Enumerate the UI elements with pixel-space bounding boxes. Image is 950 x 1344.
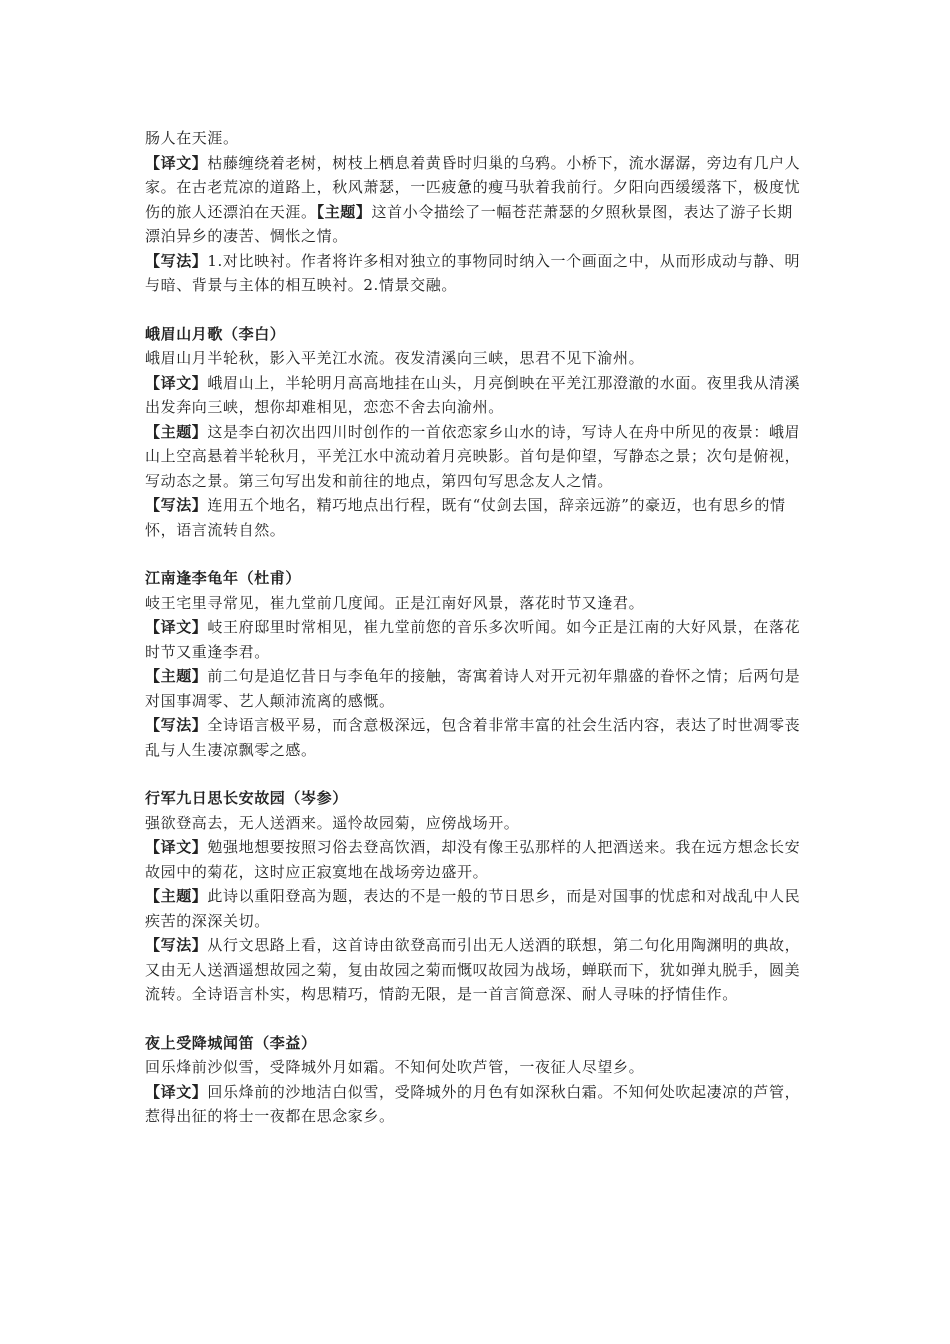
- theme-tag: 【主题】: [145, 667, 208, 685]
- poem-text: 强欲登高去，无人送酒来。遥怜故园菊，应傍战场开。: [145, 813, 520, 832]
- theme-tag: 【主题】: [145, 422, 208, 441]
- poem-technique: [145, 493, 805, 542]
- intro-tail: 肠人在天涯。: [145, 129, 239, 147]
- theme-text: 这首小令描绘了一幅苍茫萧瑟的夕照秋景图，表达了游子长期漂泊异乡的凄苦、惆怅之情。: [145, 202, 793, 245]
- technique-text: 连用五个地名，精巧地点出行程，既有“仗剑去国，辞亲远游”的豪迈，也有思乡的情怀，语言流转自然。: [145, 496, 786, 539]
- translation-text: 勉强地想要按照习俗去登高饮酒，却没有像王弘那样的人把酒送来。我在远方想念长安故园中的菊花，这时应正寂寞地在战场旁边盛开。: [145, 838, 801, 881]
- technique-text: 从行文思路上看，这首诗由欲登高而引出无人送酒的联想，第二句化用陶渊明的典故，又由无人送酒遥想故园之菊，复由故园之菊而慨叹故园为战场，蝉联而下，犹如弹丸脱手，圆美流转。全诗语言朴实，构思精巧，情韵无限，是一首言简意深、耐人寻味的抒情佳作。: [145, 936, 801, 1003]
- poem-translation: [145, 1080, 805, 1129]
- poem-text: 岐王宅里寻常见，崔九堂前几度闻。正是江南好风景，落花时节又逢君。: [145, 593, 645, 612]
- technique-text: 1.对比映衬。作者将许多相对独立的事物同时纳入一个画面之中，从而形成动与静、明与暗、背景与主体的相互映衬。2.情景交融。: [145, 251, 801, 294]
- poem-theme: [145, 420, 805, 494]
- theme-text: 这是李白初次出四川时创作的一首依恋家乡山水的诗，写诗人在舟中所见的夜景：峨眉山上空高悬着半轮秋月，平羌江水中流动着月亮映影。首句是仰望，写静态之景；次句是俯视，写动态之景。第三句写出发和前往的地点，第四句写思念友人之情。: [145, 422, 801, 490]
- poem-translation: [145, 615, 805, 664]
- theme-text: 此诗以重阳登高为题，表达的不是一般的节日思乡，而是对国事的忧虑和对战乱中人民疾苦的深深关切。: [145, 887, 801, 930]
- poem-translation: [145, 835, 805, 884]
- theme-text: 前二句是追忆昔日与李龟年的接触，寄寓着诗人对开元初年鼎盛的眷怀之情；后两句是对国事凋零、艺人颠沛流离的感慨。: [145, 667, 801, 710]
- poem-technique: [145, 933, 805, 1007]
- poem-theme: [145, 884, 805, 933]
- technique-text: 全诗语言极平易，而含意极深远，包含着非常丰富的社会生活内容，表达了时世凋零丧乱与人生凄凉飘零之感。: [145, 716, 801, 759]
- translation-tag: 【译文】: [145, 618, 208, 636]
- translation-text: 枯藤缠绕着老树，树枝上栖息着黄昏时归巢的乌鸦。小桥下，流水潺潺，旁边有几户人家。在古老荒凉的道路上，秋风萧瑟，一匹疲惫的瘦马驮着我前行。夕阳向西缓缓落下，极度忧伤的旅人还漂泊在天涯。: [145, 153, 801, 221]
- translation-tag: 【译文】: [145, 153, 208, 172]
- poem-theme: [145, 664, 805, 713]
- poem-text: 回乐烽前沙似雪，受降城外月如霜。不知何处吹芦管，一夜征人尽望乡。: [145, 1058, 645, 1076]
- poem-title: 江南逢李龟年（杜甫）: [145, 569, 302, 587]
- poem-title: 夜上受降城闻笛（李益）: [145, 1033, 317, 1052]
- translation-tag: 【译文】: [145, 373, 208, 392]
- poem-text: 峨眉山月半轮秋，影入平羌江水流。夜发清溪向三峡，思君不见下渝州。: [145, 349, 645, 367]
- theme-tag: 【主题】: [145, 887, 208, 905]
- poem-title: 行军九日思长安故园（岑参）: [145, 789, 348, 807]
- poem-title: 峨眉山月歌（李白）: [145, 324, 286, 343]
- document-page: [145, 126, 805, 1129]
- translation-text: 回乐烽前的沙地洁白似雪，受降城外的月色有如深秋白霜。不知何处吹起凄凉的芦管，惹得出征的将士一夜都在思念家乡。: [145, 1082, 801, 1125]
- intro-technique: [145, 249, 805, 298]
- translation-text: 岐王府邸里时常相见，崔九堂前您的音乐多次听闻。如今正是江南的大好风景，在落花时节又重逢李君。: [145, 618, 801, 661]
- technique-tag: 【写法】: [145, 251, 208, 270]
- translation-tag: 【译文】: [145, 838, 208, 856]
- technique-tag: 【写法】: [145, 496, 208, 514]
- translation-text: 峨眉山上，半轮明月高高地挂在山头，月亮倒映在平羌江那澄澈的水面。夜里我从清溪出发奔向三峡，想你却难相见，恋恋不舍去向渝州。: [145, 373, 801, 416]
- intro-translation: [145, 151, 805, 249]
- theme-tag: 【主题】: [316, 202, 372, 221]
- poem-technique: [145, 713, 805, 762]
- technique-tag: 【写法】: [145, 936, 208, 954]
- poem-translation: [145, 371, 805, 420]
- translation-tag: 【译文】: [145, 1082, 208, 1101]
- technique-tag: 【写法】: [145, 716, 208, 734]
